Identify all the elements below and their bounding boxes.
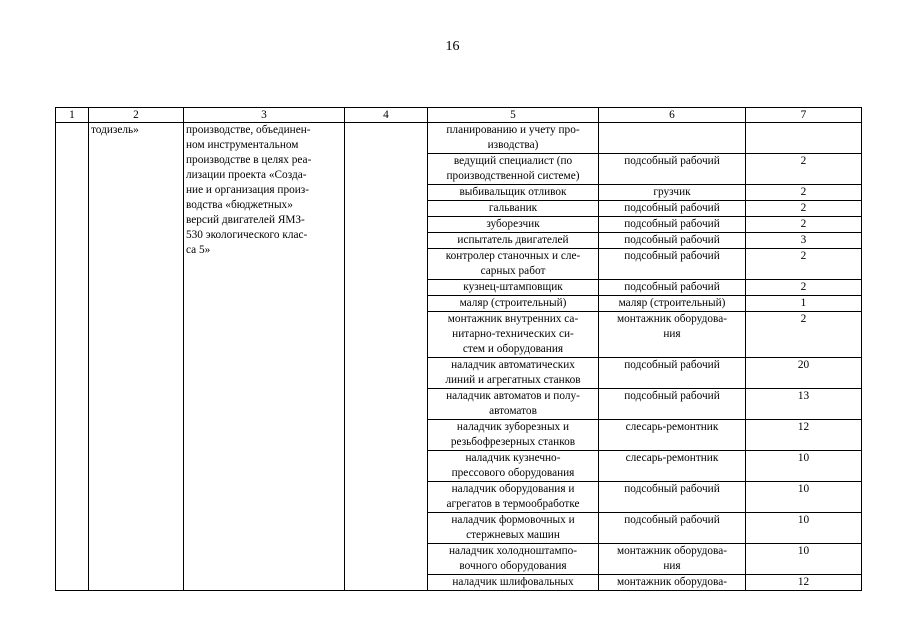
alternative-profession-cell [599, 217, 746, 233]
cell-line: слесарь-ремонтник [625, 452, 719, 464]
col1-cell [56, 123, 89, 591]
col3-cell [184, 123, 345, 591]
profession-cell [428, 451, 599, 482]
alternative-profession-cell [599, 358, 746, 389]
count-cell: 10 [746, 544, 862, 575]
cell-line: версий двигателей ЯМЗ- [186, 214, 305, 226]
cell-line: подсобный рабочий [624, 514, 720, 526]
alternative-profession-cell [599, 280, 746, 296]
cell-line: са 5» [186, 244, 211, 256]
profession-cell [428, 185, 599, 201]
cell-line: контролер станочных и сле- [445, 250, 581, 262]
cell-line: ведущий специалист (по [453, 155, 573, 167]
page-number: 16 [445, 39, 460, 54]
cell-line: лизации проекта «Созда- [186, 169, 307, 181]
alternative-profession-cell [599, 233, 746, 249]
cell-line: производстве, объединен- [186, 124, 311, 136]
cell-line: подсобный рабочий [624, 155, 720, 167]
count-cell: 1 [746, 296, 862, 312]
header-row [56, 108, 862, 123]
cell-line: выбивальщик отливок [459, 186, 567, 198]
profession-cell [428, 544, 599, 575]
profession-cell [428, 389, 599, 420]
cell-line: ния [663, 560, 681, 572]
cell-line: сарных работ [480, 265, 546, 277]
profession-cell [428, 201, 599, 217]
count-cell: 10 [746, 513, 862, 544]
cell-line: маляр (строительный) [459, 297, 567, 309]
count-cell: 2 [746, 249, 862, 280]
cell-line: монтажник внутренних са- [447, 313, 579, 325]
cell-line: 530 экологического клас- [186, 229, 308, 241]
cell-line: подсобный рабочий [624, 390, 720, 402]
count-cell: 10 [746, 451, 862, 482]
count-cell: 2 [746, 201, 862, 217]
alternative-profession-cell [599, 451, 746, 482]
alternative-profession-cell [599, 575, 746, 591]
cell-line: монтажник оборудова- [617, 545, 727, 557]
col4-cell [345, 123, 428, 591]
header-cell: 1 [56, 108, 89, 123]
profession-cell [428, 420, 599, 451]
cell-line: вочного оборудования [459, 560, 567, 572]
alternative-profession-cell [599, 123, 746, 154]
profession-cell [428, 575, 599, 591]
profession-cell [428, 123, 599, 154]
cell-line: стем и оборудования [462, 343, 564, 355]
count-cell: 12 [746, 420, 862, 451]
cell-line: планированию и учету про- [446, 124, 580, 136]
cell-line: зуборезчик [486, 218, 540, 230]
alternative-profession-cell [599, 544, 746, 575]
cell-line: водства «бюджетных» [186, 199, 293, 211]
header-cell: 3 [184, 108, 345, 123]
cell-line: подсобный рабочий [624, 250, 720, 262]
header-cell: 7 [746, 108, 862, 123]
header-cell: 6 [599, 108, 746, 123]
cell-text: тодизель» [91, 124, 139, 136]
cell-line: ном инструментальном [186, 139, 299, 151]
alternative-profession-cell [599, 513, 746, 544]
table-body [56, 108, 862, 591]
count-cell: 2 [746, 217, 862, 233]
profession-cell [428, 482, 599, 513]
cell-line: нитарно-технических си- [452, 328, 574, 340]
profession-cell [428, 280, 599, 296]
alternative-profession-cell [599, 420, 746, 451]
cell-line: монтажник оборудова- [617, 313, 727, 325]
header-cell: 2 [89, 108, 184, 123]
alternative-profession-cell [599, 185, 746, 201]
count-cell: 12 [746, 575, 862, 591]
cell-line: подсобный рабочий [624, 359, 720, 371]
cell-line: наладчик оборудования и [451, 483, 575, 495]
cell-line: грузчик [653, 186, 691, 198]
count-cell: 3 [746, 233, 862, 249]
count-cell: 2 [746, 154, 862, 185]
profession-cell [428, 296, 599, 312]
cell-line: наладчик формовочных и [451, 514, 575, 526]
cell-line: резьбофрезерных станков [450, 436, 576, 448]
alternative-profession-cell [599, 296, 746, 312]
alternative-profession-cell [599, 201, 746, 217]
cell-line: кузнец-штамповщик [463, 281, 563, 293]
profession-cell [428, 217, 599, 233]
col2-cell [89, 123, 184, 591]
profession-cell [428, 249, 599, 280]
cell-line: агрегатов в термообработке [446, 498, 580, 510]
cell-line: автоматов [489, 405, 537, 417]
alternative-profession-cell [599, 482, 746, 513]
cell-line: наладчик кузнечно- [465, 452, 561, 464]
count-cell [746, 123, 862, 154]
alternative-profession-cell [599, 249, 746, 280]
profession-cell [428, 154, 599, 185]
cell-line: наладчик холодноштампо- [448, 545, 578, 557]
cell-line: подсобный рабочий [624, 281, 720, 293]
cell-line: производственной системе) [446, 170, 580, 182]
cell-line: слесарь-ремонтник [625, 421, 719, 433]
cell-line: изводства) [487, 139, 539, 151]
alternative-profession-cell [599, 389, 746, 420]
alternative-profession-cell [599, 312, 746, 358]
count-cell: 2 [746, 312, 862, 358]
count-cell: 20 [746, 358, 862, 389]
header-cell: 4 [345, 108, 428, 123]
profession-cell [428, 233, 599, 249]
cell-line: гальваник [488, 202, 538, 214]
cell-line: наладчик автоматических [451, 359, 575, 371]
count-cell: 2 [746, 185, 862, 201]
cell-line: стержневых машин [466, 529, 560, 541]
cell-line: маляр (строительный) [618, 297, 726, 309]
cell-line: производстве в целях реа- [186, 154, 312, 166]
cell-line: испытатель двигателей [457, 234, 569, 246]
cell-line: линий и агрегатных станков [445, 374, 581, 386]
cell-line: наладчик зуборезных и [456, 421, 570, 433]
header-cell: 5 [428, 108, 599, 123]
cell-line: ния [663, 328, 681, 340]
cell-line: подсобный рабочий [624, 483, 720, 495]
alternative-profession-cell [599, 154, 746, 185]
count-cell: 13 [746, 389, 862, 420]
cell-line: подсобный рабочий [624, 202, 720, 214]
cell-line: прессового оборудования [451, 467, 575, 479]
table-row [56, 123, 862, 154]
profession-cell [428, 513, 599, 544]
cell-line: подсобный рабочий [624, 234, 720, 246]
cell-line: ние и организация произ- [186, 184, 310, 196]
cell-line: наладчик автоматов и полу- [446, 390, 580, 402]
cell-line: наладчик шлифовальных [452, 576, 574, 588]
cell-line: подсобный рабочий [624, 218, 720, 230]
count-cell: 10 [746, 482, 862, 513]
count-cell: 2 [746, 280, 862, 296]
profession-cell [428, 312, 599, 358]
profession-cell [428, 358, 599, 389]
staffing-table [55, 107, 862, 591]
cell-line: монтажник оборудова- [617, 576, 727, 588]
